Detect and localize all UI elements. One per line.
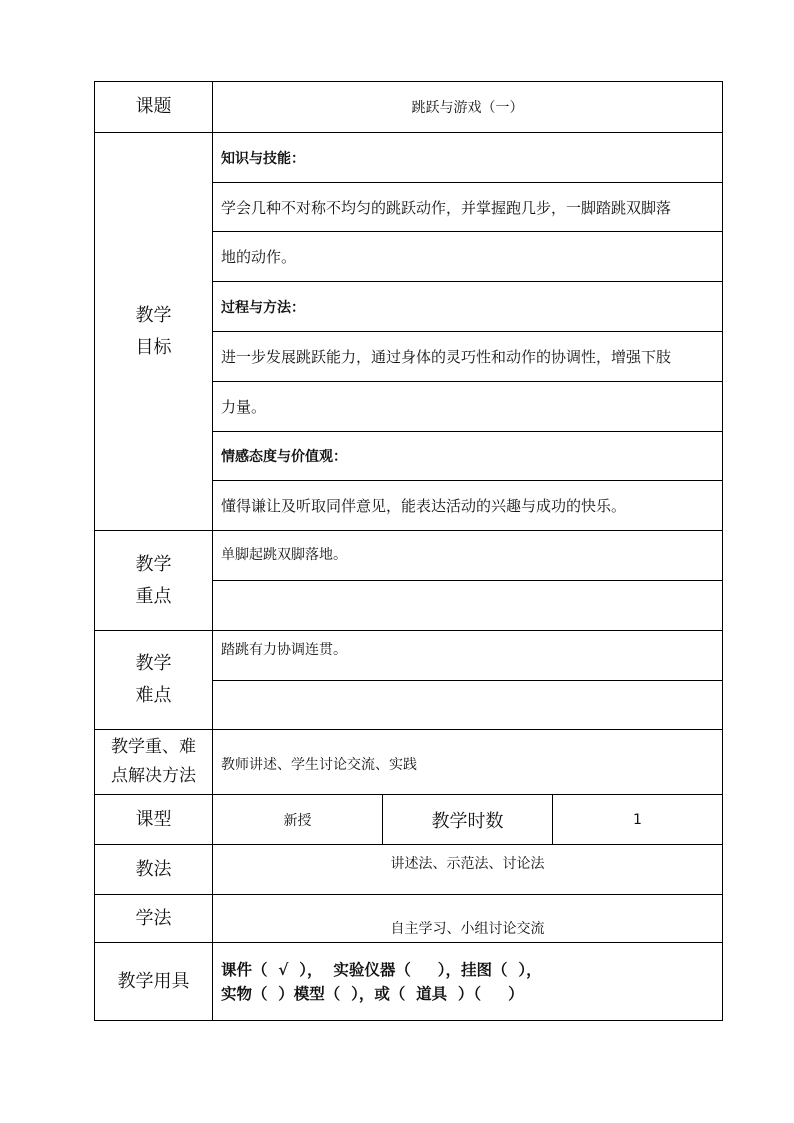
objectives-label-line1: 教学 [135,304,172,326]
learning-method-label: 学法 [95,895,213,943]
process-line2: 力量。 [213,382,723,432]
difficulties-label-line2: 难点 [135,685,172,706]
key-points-empty [213,581,723,631]
key-points-label-line1: 教学 [135,553,172,575]
knowledge-line1: 学会几种不对称不均匀的跳跃动作，并掌握跑几步，一脚踏跳双脚落 [213,183,723,232]
process-line1: 进一步发展跳跃能力，通过身体的灵巧性和动作的协调性，增强下肢 [213,332,723,382]
teaching-method-label: 教法 [95,845,213,895]
tools-label: 教学用具 [95,943,213,1021]
hours-value: 1 [553,795,723,845]
difficulties-value: 踏跳有力协调连贯。 [213,631,723,681]
process-heading: 过程与方法： [213,282,723,332]
key-points-value: 单脚起跳双脚落地。 [213,531,723,581]
lesson-type-value: 新授 [213,795,383,845]
tools-line2: 实物（ ）模型（ ），或（ 道具 ）（ ） [221,983,524,1003]
knowledge-heading: 知识与技能： [213,133,723,183]
lesson-plan-table [94,81,723,1021]
emotion-line1: 懂得谦让及听取同伴意见，能表达活动的兴趣与成功的快乐。 [213,481,723,531]
learning-method-value: 自主学习、小组讨论交流 [213,895,723,943]
key-points-label [95,531,213,631]
title-value: 跳跃与游戏（一） [213,82,723,133]
difficulties-empty [213,681,723,730]
knowledge-line2: 地的动作。 [213,232,723,282]
solution-value: 教师讲述、学生讨论交流、实践 [213,730,723,795]
solution-label-line1: 教学重、难 [111,737,196,757]
solution-label-line2: 点解决方法 [111,766,196,786]
difficulties-label-line1: 教学 [135,653,172,674]
emotion-heading: 情感态度与价值观： [213,432,723,481]
tools-line1: 课件（ √ ）， 实验仪器（ ），挂图（ ）， [221,959,542,979]
objectives-label [95,133,213,531]
tools-value [213,943,723,1021]
key-points-label-line2: 重点 [135,585,172,607]
title-label: 课题 [95,82,213,133]
lesson-type-label: 课型 [95,795,213,845]
objectives-label-line2: 目标 [135,336,172,358]
solution-label [95,730,213,795]
hours-label: 教学时数 [383,795,553,845]
teaching-method-value: 讲述法、示范法、讨论法 [213,845,723,895]
difficulties-label [95,631,213,730]
